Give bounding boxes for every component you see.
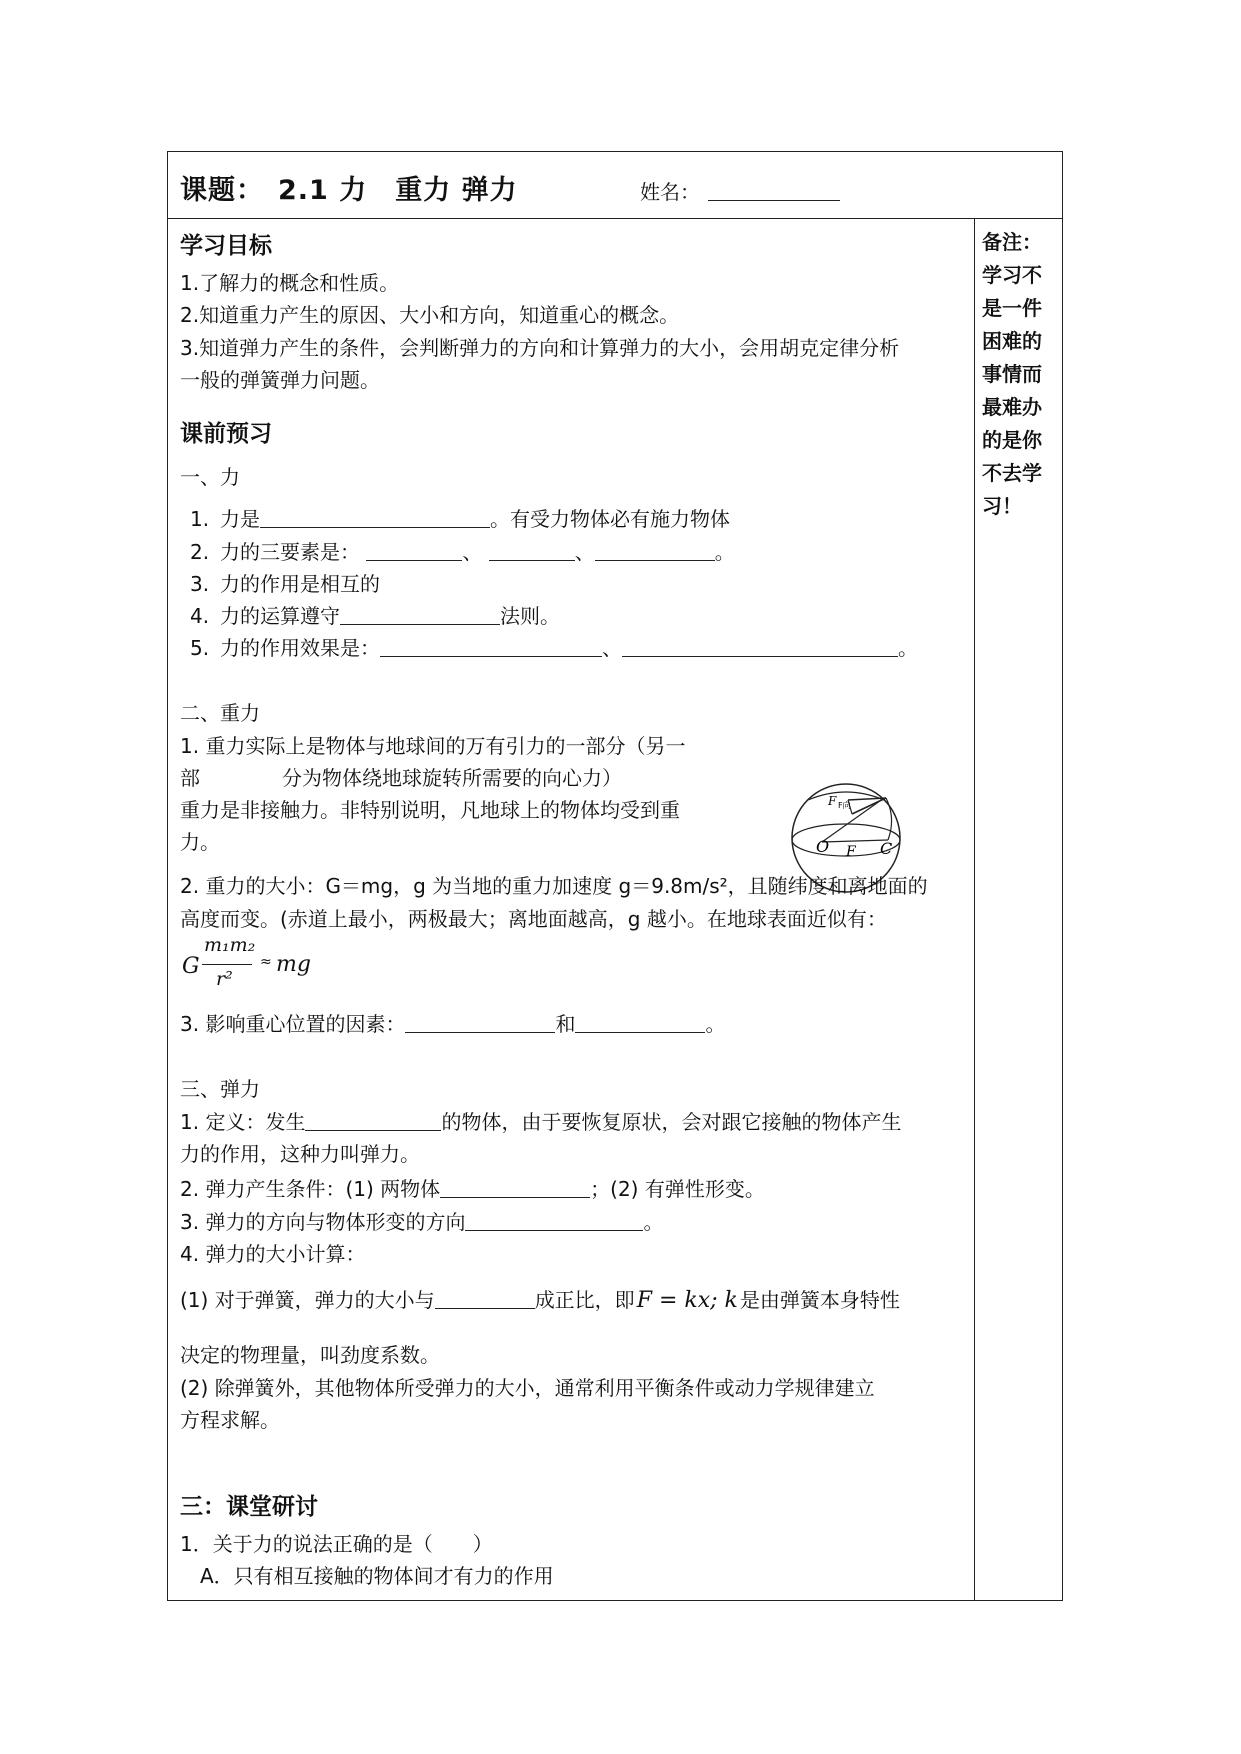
answer-blank[interactable] [340, 604, 500, 625]
objective-item: 3.知道弹力产生的条件，会判断弹力的方向和计算弹力的大小，会用胡克定律分析 [180, 336, 900, 360]
gravity-text: 高度而变。(赤道上最小，两极最大；离地面越高，g 越小。在地球表面近似有： [180, 907, 887, 931]
question-1: 1．关于力的说法正确的是（ ） [180, 1532, 493, 1556]
gravity-item-3: 3. 影响重心位置的因素： 和 。 [180, 1012, 726, 1036]
answer-blank[interactable] [435, 1288, 535, 1309]
title-row [168, 152, 1062, 219]
worksheet-frame [167, 151, 1063, 1601]
elastic-item-1: 1. 定义：发生 的物体，由于要恢复原状，会对跟它接触的物体产生 [180, 1110, 902, 1134]
title-label: 课题： [180, 175, 264, 206]
lesson-title: 2.1 力 重力 弹力 [278, 175, 518, 206]
objective-item: 2.知道重力产生的原因、大小和方向，知道重心的概念。 [180, 303, 680, 327]
page-title [180, 168, 518, 207]
elastic-item-5: (1) 对于弹簧，弹力的大小与 成正比，即F = kx; k 是由弹簧本身特性 [180, 1288, 900, 1313]
answer-blank[interactable] [440, 1177, 590, 1198]
answer-blank[interactable] [366, 540, 462, 561]
elastic-text: (2) 除弹簧外，其他物体所受弹力的大小，通常利用平衡条件或动力学规律建立 [180, 1376, 875, 1400]
answer-blank[interactable] [465, 1210, 643, 1231]
force-item-1: 1. 力是 。有受力物体必有施力物体 [190, 507, 730, 531]
force-item-3: 3. 力的作用是相互的 [190, 572, 380, 596]
figure-label-fsub: F向 [838, 801, 851, 810]
gravity-text: 1. 重力实际上是物体与地球间的万有引力的一部分（另一 [180, 734, 686, 758]
name-field[interactable] [708, 200, 840, 201]
gravity-text: 2. 重力的大小：G＝mg，g 为当地的重力加速度 g＝9.8m/s²，且随纬度和离地面的 [180, 874, 928, 898]
classroom-heading: 三：课堂研讨 [180, 1494, 318, 1520]
side-note: 备注：学习不是一件困难的事情而最难办的是你不去学习！ [982, 230, 1042, 518]
objective-item: 1.了解力的概念和性质。 [180, 271, 400, 295]
answer-blank[interactable] [405, 1012, 555, 1033]
question-1-option-a[interactable]: A．只有相互接触的物体间才有力的作用 [200, 1564, 554, 1588]
answer-blank[interactable] [595, 540, 715, 561]
gravity-formula: G m₁m₂ r² ≈ mg [182, 934, 311, 990]
figure-label-c: C [880, 839, 893, 858]
gravity-text: 力。 [180, 830, 220, 854]
objectives-heading: 学习目标 [180, 233, 272, 259]
force-item-4: 4. 力的运算遵守 法则。 [190, 604, 560, 628]
elastic-text: 决定的物理量，叫劲度系数。 [180, 1343, 440, 1367]
force-item-5: 5. 力的作用效果是： 、 。 [190, 636, 918, 660]
force-item-2: 2. 力的三要素是： 、 、 。 [190, 540, 735, 564]
gravity-text: 分为物体绕地球旋转所需要的向心力） [282, 766, 622, 790]
answer-blank[interactable] [380, 636, 602, 657]
figure-label-f2: F [846, 844, 856, 860]
side-divider [974, 218, 975, 1600]
gravity-text: 重力是非接触力。非特别说明，凡地球上的物体均受到重 [180, 798, 680, 822]
figure-label-o: O [816, 837, 830, 856]
elastic-item-2: 2. 弹力产生条件：(1) 两物体 ；(2) 有弹性形变。 [180, 1177, 765, 1201]
figure-label-f: F [828, 794, 837, 808]
elastic-item-3: 3. 弹力的方向与物体形变的方向 。 [180, 1210, 664, 1234]
answer-blank[interactable] [489, 540, 575, 561]
answer-blank[interactable] [305, 1110, 441, 1131]
preview-heading: 课前预习 [180, 421, 272, 447]
force-heading: 一、力 [180, 465, 240, 489]
gravity-heading: 二、重力 [180, 701, 260, 725]
elastic-heading: 三、弹力 [180, 1077, 260, 1101]
answer-blank[interactable] [575, 1012, 705, 1033]
elastic-text: 4. 弹力的大小计算： [180, 1242, 366, 1266]
answer-blank[interactable] [260, 507, 490, 528]
elastic-text: 方程求解。 [180, 1408, 280, 1432]
elastic-text: 力的作用，这种力叫弹力。 [180, 1142, 420, 1166]
gravity-text: 部 [180, 766, 200, 790]
answer-blank[interactable] [622, 636, 898, 657]
objective-item: 一般的弹簧弹力问题。 [180, 368, 380, 392]
name-label: 姓名： [640, 180, 700, 204]
hooke-formula: F = kx; k [636, 1288, 738, 1313]
